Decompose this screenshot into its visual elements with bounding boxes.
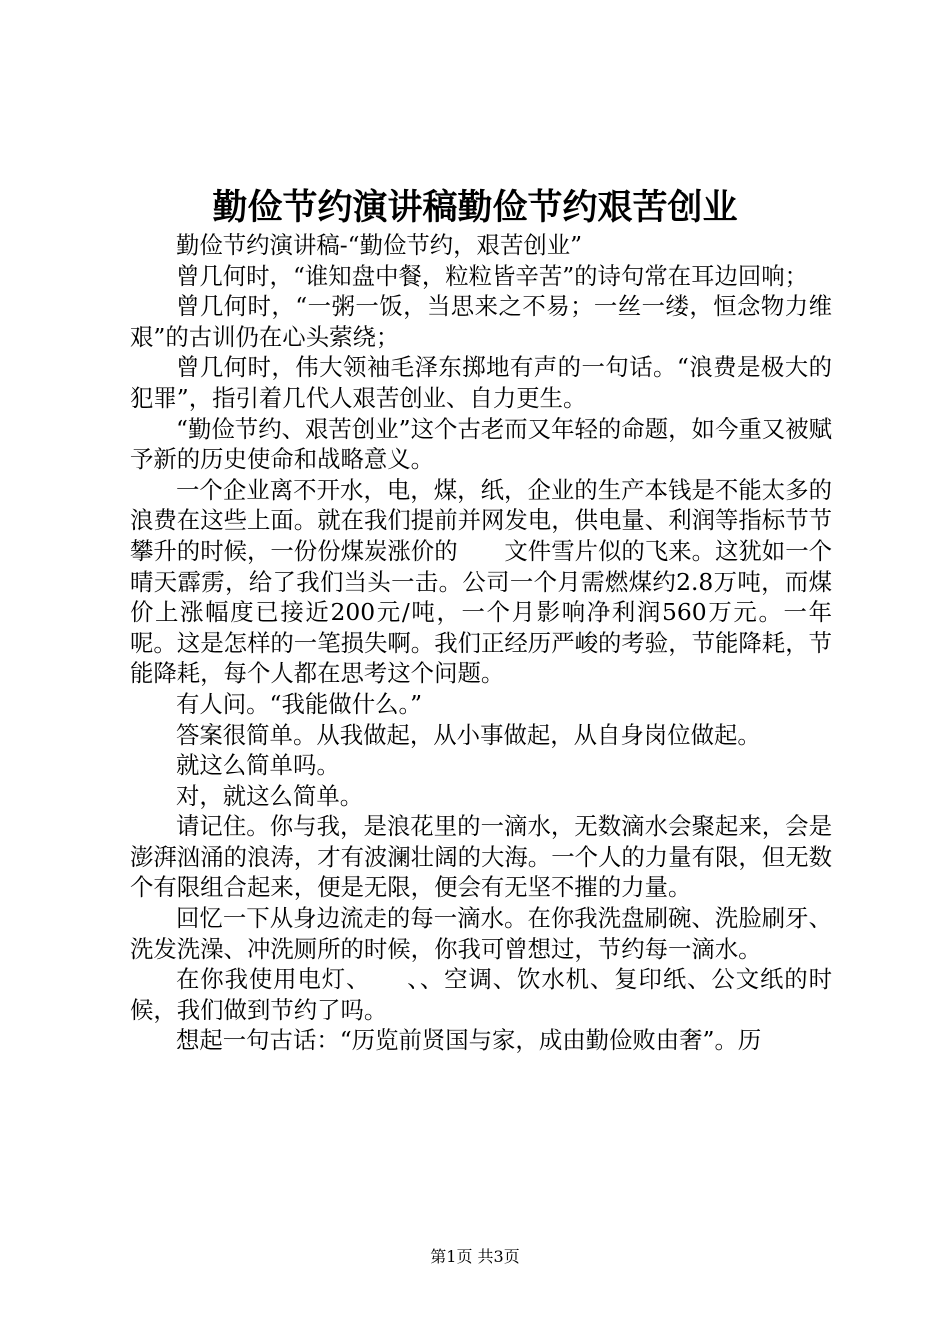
paragraph: 曾几何时，“一粥一饭，当思来之不易；一丝一缕，恒念物力维艰”的古训仍在心头萦绕； (130, 292, 832, 351)
page-number-footer: 第1页 共3页 (430, 1247, 520, 1266)
document-body (130, 230, 832, 1056)
paragraph: “勤俭节约、艰苦创业”这个古老而又年轻的命题，如今重又被赋予新的历史使命和战略意义。 (130, 414, 832, 474)
paragraph: 请记住。你与我，是浪花里的一滴水，无数滴水会聚起来，会是澎湃汹涌的浪涛，才有波澜壮阔的大海。一个人的力量有限，但无数个有限组合起来，便是无限，便会有无坚不摧的力量。 (130, 812, 832, 902)
paragraph: 对，就这么简单。 (176, 781, 364, 810)
paragraph: 有人问。“我能做什么。” (176, 689, 423, 718)
paragraph: 就这么简单吗。 (176, 751, 340, 780)
paragraph: 勤俭节约演讲稿-“勤俭节约，艰苦创业” (176, 231, 583, 259)
paragraph: 答案很简单。从我做起，从小事做起，从自身岗位做起。 (176, 720, 761, 749)
paragraph: 回忆一下从身边流走的每一滴水。在你我洗盘刷碗、洗脸刷牙、洗发洗澡、冲洗厕所的时候，你我可曾想过，节约每一滴水。 (130, 904, 832, 963)
paragraph: 在你我使用电灯、 、、空调、饮水机、复印纸、公文纸的时候，我们做到节约了吗。 (130, 965, 832, 1024)
paragraph: 想起一句古话：“历览前贤国与家，成由勤俭败由奢”。历 (176, 1026, 762, 1055)
paragraph: 曾几何时，伟大领袖毛泽东掷地有声的一句话。“浪费是极大的犯罪”，指引着几代人艰苦创业、自力更生。 (130, 353, 832, 412)
document-title: 勤俭节约演讲稿勤俭节约艰苦创业 (212, 187, 738, 228)
paragraph: 曾几何时，“谁知盘中餐，粒粒皆辛苦”的诗句常在耳边回响； (176, 261, 809, 290)
paragraph: 一个企业离不开水，电，煤，纸，企业的生产本钱是不能太多的浪费在这些上面。就在我们提前并网发电，供电量、利润等指标节节攀升的时候，一份份煤炭涨价的 文件雪片似的飞来。这犹如一个晴天霹雳，给了我们当头一击。公司一个月需燃煤约2.8万吨，而煤价上涨幅度已接近200元/吨，一个月影响净利润560万元。一年呢。这是怎样的一笔损失啊。我们正经历严峻的考验，节能降耗，节能降耗，每个人都在思考这个问题。 (130, 475, 832, 688)
